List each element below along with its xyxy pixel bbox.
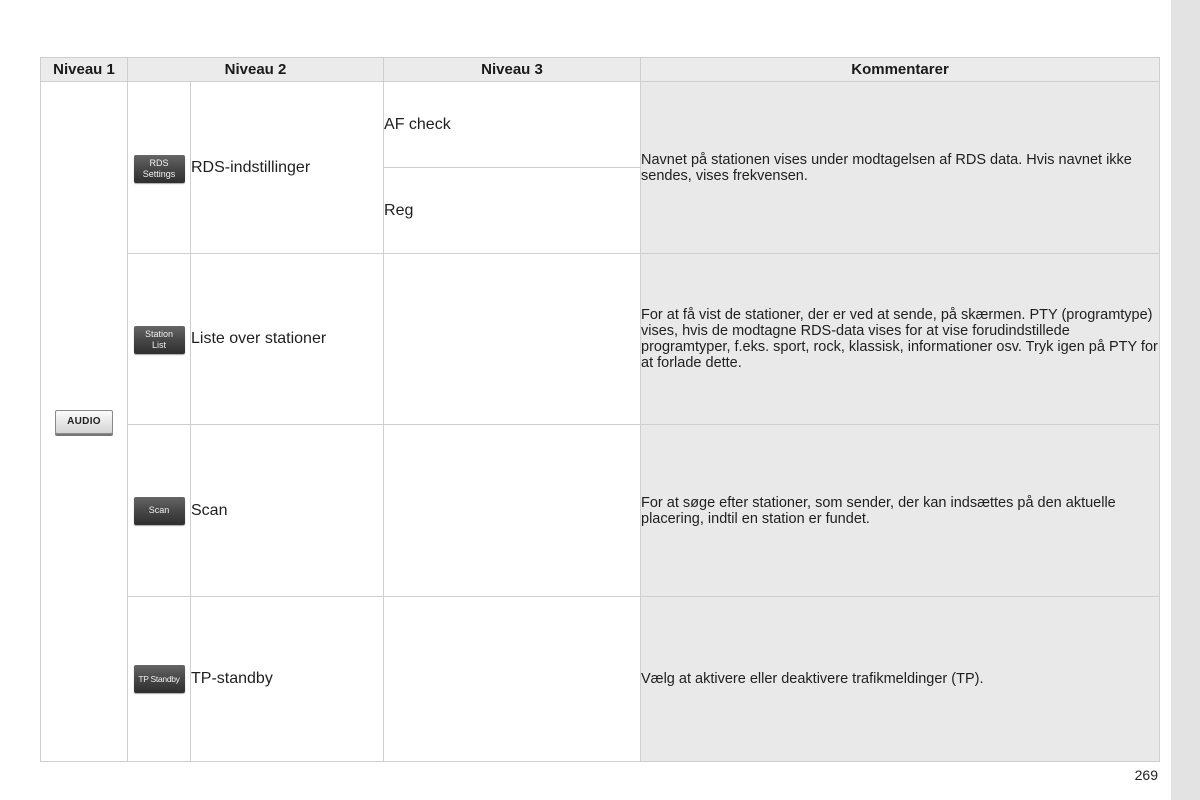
- comment-station-list: For at få vist de stationer, der er ved at sende, på skærmen. PTY (programtype) vises, hvis de modtagne RDS-data vises for at vise forudindstillede programtyper, f.eks. sport, rock, klassisk, informationer osv. Tryk igen på PTY for at forlade dette.: [641, 254, 1160, 425]
- icon-cell: [128, 425, 191, 597]
- level3-empty: [384, 254, 641, 425]
- level3-af-check: AF check: [384, 82, 641, 168]
- audio-button[interactable]: AUDIO: [55, 410, 113, 434]
- audio-settings-table: [40, 57, 1160, 762]
- icon-cell: [128, 254, 191, 425]
- rds-settings-button[interactable]: RDS Settings: [134, 155, 185, 183]
- page-number: 269: [1134, 767, 1158, 783]
- comment-scan: For at søge efter stationer, som sender, der kan indsættes på den aktuelle placering, indtil en station er fundet.: [641, 425, 1160, 597]
- page-edge-strip: [1171, 0, 1200, 800]
- table-row: [41, 597, 1160, 762]
- comment-rds-settings: Navnet på stationen vises under modtagelsen af RDS data. Hvis navnet ikke sendes, vises frekvensen.: [641, 82, 1160, 254]
- header-niveau-3: Niveau 3: [384, 58, 641, 82]
- header-kommentarer: Kommentarer: [641, 58, 1160, 82]
- level2-rds-settings: RDS-indstillinger: [191, 82, 384, 254]
- level1-cell: [41, 82, 128, 762]
- header-niveau-2: Niveau 2: [128, 58, 384, 82]
- station-list-button[interactable]: Station List: [134, 326, 185, 354]
- scan-button[interactable]: Scan: [134, 497, 185, 525]
- table-row: [41, 254, 1160, 425]
- tp-standby-button[interactable]: TP Standby: [134, 665, 185, 693]
- table-row: [41, 425, 1160, 597]
- level2-tp-standby: TP-standby: [191, 597, 384, 762]
- icon-cell: [128, 82, 191, 254]
- level3-empty: [384, 425, 641, 597]
- comment-tp-standby: Vælg at aktivere eller deaktivere trafikmeldinger (TP).: [641, 597, 1160, 762]
- level3-empty: [384, 597, 641, 762]
- level3-reg: Reg: [384, 168, 641, 254]
- table-header-row: [41, 58, 1160, 82]
- header-niveau-1: Niveau 1: [41, 58, 128, 82]
- level2-scan: Scan: [191, 425, 384, 597]
- table-row: [41, 82, 1160, 168]
- icon-cell: [128, 597, 191, 762]
- level2-station-list: Liste over stationer: [191, 254, 384, 425]
